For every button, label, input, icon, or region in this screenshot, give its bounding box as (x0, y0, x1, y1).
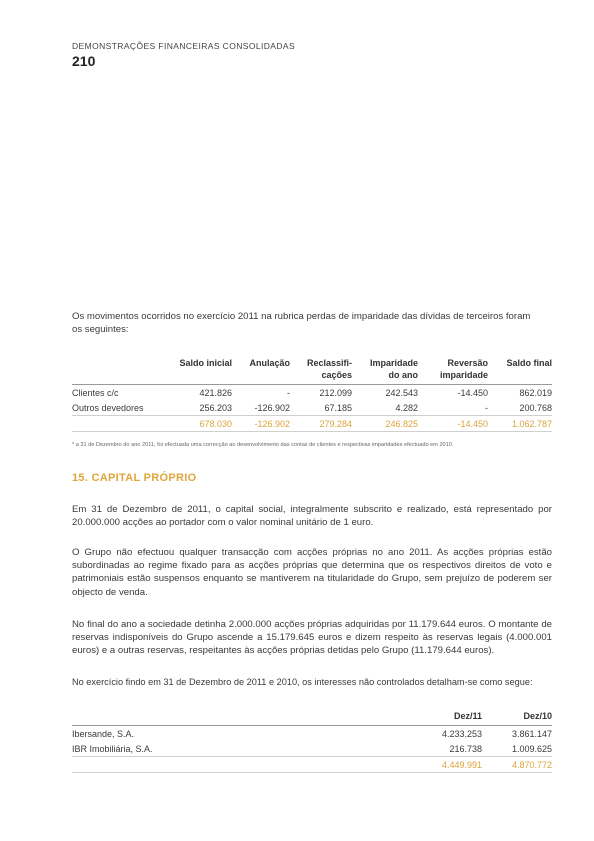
col-header-label (72, 358, 164, 385)
col-header-dez10: Dez/10 (523, 711, 552, 721)
paragraph-interesses: No exercício findo em 31 de Dezembro de 2011 e 2010, os interesses não controlados detalham-se como segue: (72, 677, 533, 687)
minority-interests-table (72, 710, 552, 773)
impairment-table-header (72, 358, 552, 385)
page-number: 210 (72, 53, 96, 69)
intro-paragraph: Os movimentos ocorridos no exercício 2011 na rubrica perdas de imparidade das dívidas de terceiros foram os seguintes: (72, 311, 531, 336)
col-header-saldo-final: Saldo final (506, 358, 552, 368)
section-title: 15. CAPITAL PRÓPRIO (72, 472, 197, 484)
paragraph-accoes-proprias: O Grupo não efectuou qualquer transacção com acções próprias no ano 2011. As acções próprias estão subordinadas ao regime fixado para as acções próprias que determina que os respectivos direitos de voto e patrimoniais estão suspensos enquanto se mantiverem na titularidade do Grupo, sem prejuízo de poderem ser objecto de venda. (72, 547, 552, 598)
header-title: DEMONSTRAÇÕES FINANCEIRAS CONSOLIDADAS (72, 41, 296, 51)
table-row: Clientes c/c 421.826 - 212.099 242.543 -14.450 862.019 (72, 385, 552, 401)
minority-table-header (72, 710, 552, 726)
col-header-imparidade-ano: Imparidade do ano (369, 358, 418, 380)
paragraph-reservas: No final do ano a sociedade detinha 2.000.000 acções próprias adquiridas por 11.179.644 euros. O montante de reservas indisponíveis do Grupo ascende a 15.179.645 euros e dizem respeito às reservas legais (4.000.001 euros) e a outras reservas, respeitantes às acções próprias detidas pelo Grupo (11.179.644 euros). (72, 619, 552, 657)
col-header-reversao-imparidade: Reversão imparidade (439, 358, 488, 380)
col-header-anulacao: Anulação (249, 358, 290, 368)
table-row: Outros devedores 256.203 -126.902 67.185 4.282 - 200.768 (72, 402, 552, 413)
table-row: Ibersande, S.A. 4.233.253 3.861.147 (72, 726, 552, 742)
table-footnote: * a 31 de Dezembro do ano 2011, foi efectuada uma correcção ao desenvolvimento das contas de clientes e respectivas imparidades efectuado em 2010. (72, 442, 454, 448)
col-header-reclassificacoes: Reclassifi- cações (306, 358, 352, 380)
paragraph-capital-social: Em 31 de Dezembro de 2011, o capital social, integralmente subscrito e realizado, está representado por 20.000.000 acções ao portador com o valor nominal unitário de 1 euro. (72, 504, 552, 529)
table-row: IBR Imobiliária, S.A. 216.738 1.009.625 (72, 743, 552, 754)
impairment-table (72, 358, 552, 432)
col-header-dez11: Dez/11 (453, 711, 482, 721)
table-total-row: 4.449.991 4.870.772 (72, 757, 552, 773)
col-header-saldo-inicial: Saldo inicial (179, 358, 232, 368)
col-header-label (72, 710, 402, 726)
table-total-row: 678.030 -126.902 279.284 246.825 -14.450 1.062.787 (72, 416, 552, 432)
